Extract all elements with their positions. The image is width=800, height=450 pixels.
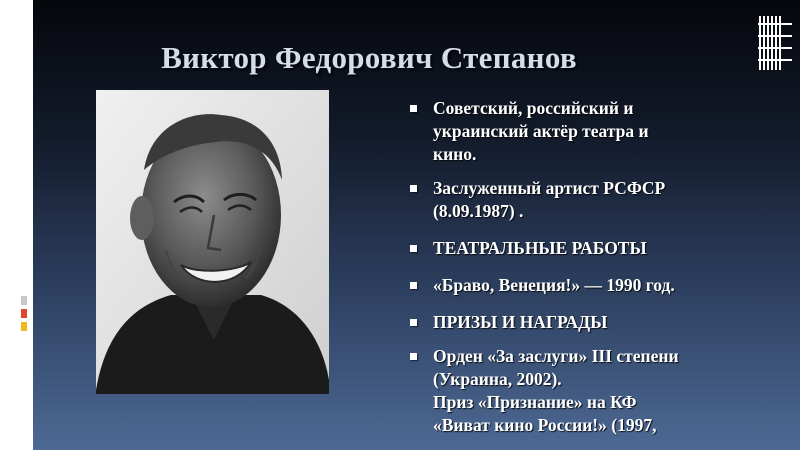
bullet-square-icon	[410, 353, 417, 360]
bullet-item	[410, 237, 780, 260]
bullet-line: Заслуженный артист РСФСР	[433, 178, 666, 198]
bullet-line: (Украина, 2002).	[433, 369, 562, 389]
portrait-photo	[96, 90, 329, 394]
bullet-list	[410, 97, 780, 437]
bullet-item	[410, 97, 780, 166]
left-accent-bars	[21, 296, 27, 342]
bullet-square-icon	[410, 185, 417, 192]
bullet-item	[410, 274, 780, 297]
slide	[33, 0, 800, 450]
bullet-line: украинский актёр театра и	[433, 121, 649, 141]
accent-bar-yellow	[21, 322, 27, 331]
bullet-line: (8.09.1987) .	[433, 201, 524, 221]
bullet-item	[410, 345, 780, 437]
bullet-line: ПРИЗЫ И НАГРАДЫ	[433, 312, 608, 332]
bullet-line: «Браво, Венеция!» — 1990 год.	[433, 275, 675, 295]
accent-bar-red	[21, 309, 27, 318]
bullet-line: Советский, российский и	[433, 98, 634, 118]
bullet-line: кино.	[433, 144, 477, 164]
bullet-line: ТЕАТРАЛЬНЫЕ РАБОТЫ	[433, 238, 647, 258]
bullet-square-icon	[410, 105, 417, 112]
bullet-line: Орден «За заслуги» III степени	[433, 346, 679, 366]
bullet-square-icon	[410, 245, 417, 252]
bullet-line: Приз «Признание» на КФ	[433, 392, 637, 412]
bullet-square-icon	[410, 319, 417, 326]
bullet-square-icon	[410, 282, 417, 289]
corner-lines-decoration-icon	[758, 14, 792, 72]
accent-bar-gray	[21, 296, 27, 305]
bullet-item	[410, 311, 780, 334]
bullet-item	[410, 177, 780, 223]
bullet-line: «Виват кино России!» (1997,	[433, 415, 657, 435]
slide-title: Виктор Федорович Степанов	[161, 40, 577, 75]
